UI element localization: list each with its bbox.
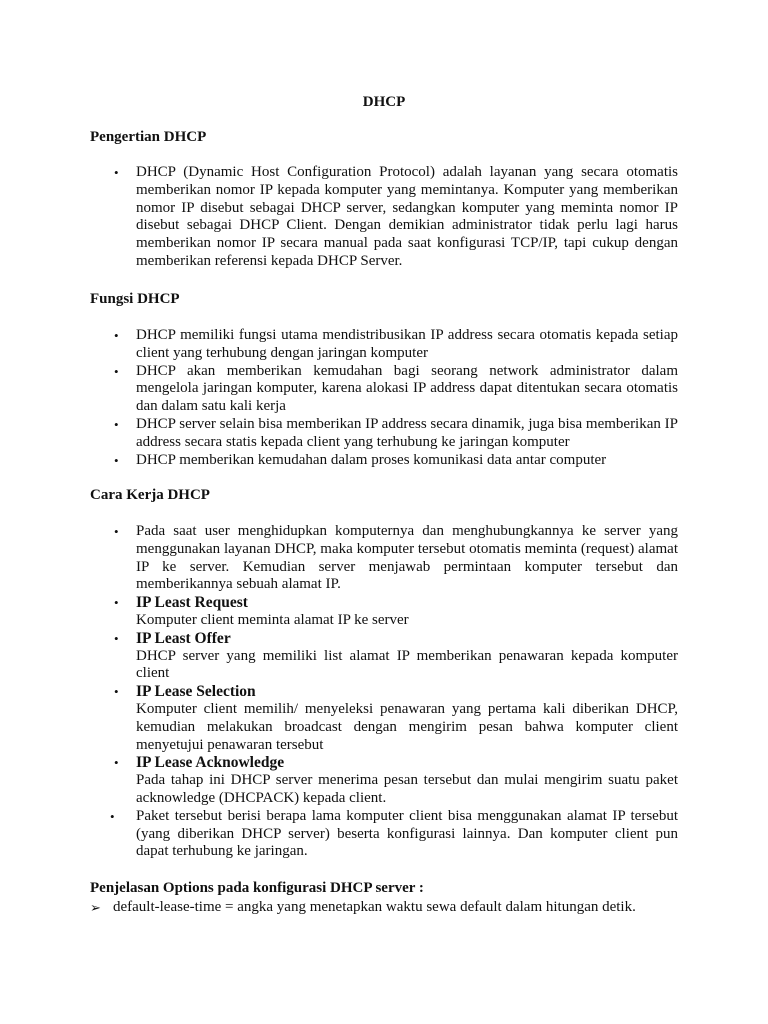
list-item [90,416,678,452]
step-title: IP Lease Acknowledge [136,754,285,772]
heading-cara-kerja: Cara Kerja DHCP [90,487,210,503]
list-item-step [90,594,678,630]
list-options [90,899,678,917]
list-item-text: DHCP server selain bisa memberikan IP address secara dinamik, juga bisa memberikan IP address secara statis kepada client yang terhubung ke jaringan komputer [136,415,678,450]
list-item-text: DHCP memiliki fungsi utama mendistribusikan IP address secara otomatis kepada setiap client yang terhubung dengan jaringan komputer [136,327,678,361]
list-item-text: DHCP akan memberikan kemudahan bagi seorang network administrator dalam mengelola jaringan komputer, karena alokasi IP address dapat ditentukan secara otomatis dan dalam satu kali kerja [136,362,678,415]
bullet-icon: • [114,684,119,700]
bullet-icon: • [114,452,119,468]
bullet-icon: • [114,630,119,646]
list-item-step [90,630,678,683]
bullet-icon: • [114,165,119,180]
list-cara-kerja [90,523,678,861]
heading-pengertian: Pengertian DHCP [90,129,207,145]
bullet-icon: • [110,808,115,824]
list-pengertian [90,164,678,271]
list-item-text: Paket tersebut berisi berapa lama komputer client bisa menggunakan alamat IP tersebut (yang diberikan DHCP server) beserta konfigurasi lainnya. Dan komputer client pun dapat terhubung ke jaringan. [136,807,678,860]
bullet-icon: • [114,524,119,539]
step-text: Komputer client memilih/ menyeleksi penawaran yang pertama kali diberikan DHCP, kemudian melakukan broadcast dengan mengirim pesan bahwa komputer client menyetujui penawaran tersebut [136,700,678,753]
bullet-icon: • [114,416,119,432]
list-item [90,327,678,363]
list-item-text: Pada saat user menghidupkan komputernya dan menghubungkannya ke server yang menggunakan layanan DHCP, maka komputer tersebut otomatis meminta (request) alamat IP ke server. Kemudian server menjawab permintaan komputer tersebut dan memberikannya sebuah alamat IP. [136,523,678,593]
arrow-bullet-icon: ➢ [90,900,101,915]
bullet-icon: • [114,328,119,343]
bullet-icon: • [114,363,119,379]
list-item-text: default-lease-time = angka yang menetapkan waktu sewa default dalam hitungan detik. [113,899,636,915]
list-item-step [90,683,678,754]
list-item-outro [90,808,678,861]
step-title: IP Least Request [136,594,248,612]
bullet-icon: • [114,755,119,771]
list-item-intro [90,523,678,594]
list-item [90,452,678,470]
step-title: IP Lease Selection [136,683,256,701]
list-item [90,164,678,271]
step-text: Komputer client meminta alamat IP ke server [136,611,409,628]
document-title: DHCP [362,94,406,110]
list-fungsi [90,327,678,469]
heading-options: Penjelasan Options pada konfigurasi DHCP server : [90,880,424,896]
list-item [90,363,678,416]
step-title: IP Least Offer [136,629,231,647]
list-item-text: DHCP (Dynamic Host Configuration Protocol) adalah layanan yang secara otomatis memberikan nomor IP kepada komputer yang memintanya. Komputer yang memberikan nomor IP disebut sebagai DHCP server, sedangkan komputer yang meminta nomor IP disebut sebagai DHCP Client. Dengan demikian administrator tidak perlu lagi harus memberikan nomor IP secara manual pada saat konfigurasi TCP/IP, tapi cukup dengan memberikan referensi kepada DHCP Server. [136,164,678,269]
step-text: Pada tahap ini DHCP server menerima pesan tersebut dan mulai mengirim suatu paket acknowledge (DHCPACK) kepada client. [136,772,678,806]
list-item [90,899,678,917]
list-item-text: DHCP memberikan kemudahan dalam proses komunikasi data antar computer [136,451,607,468]
heading-fungsi: Fungsi DHCP [90,291,180,307]
list-item-step [90,754,678,807]
bullet-icon: • [114,595,119,611]
step-text: DHCP server yang memiliki list alamat IP memberikan penawaran kepada komputer client [136,647,678,682]
